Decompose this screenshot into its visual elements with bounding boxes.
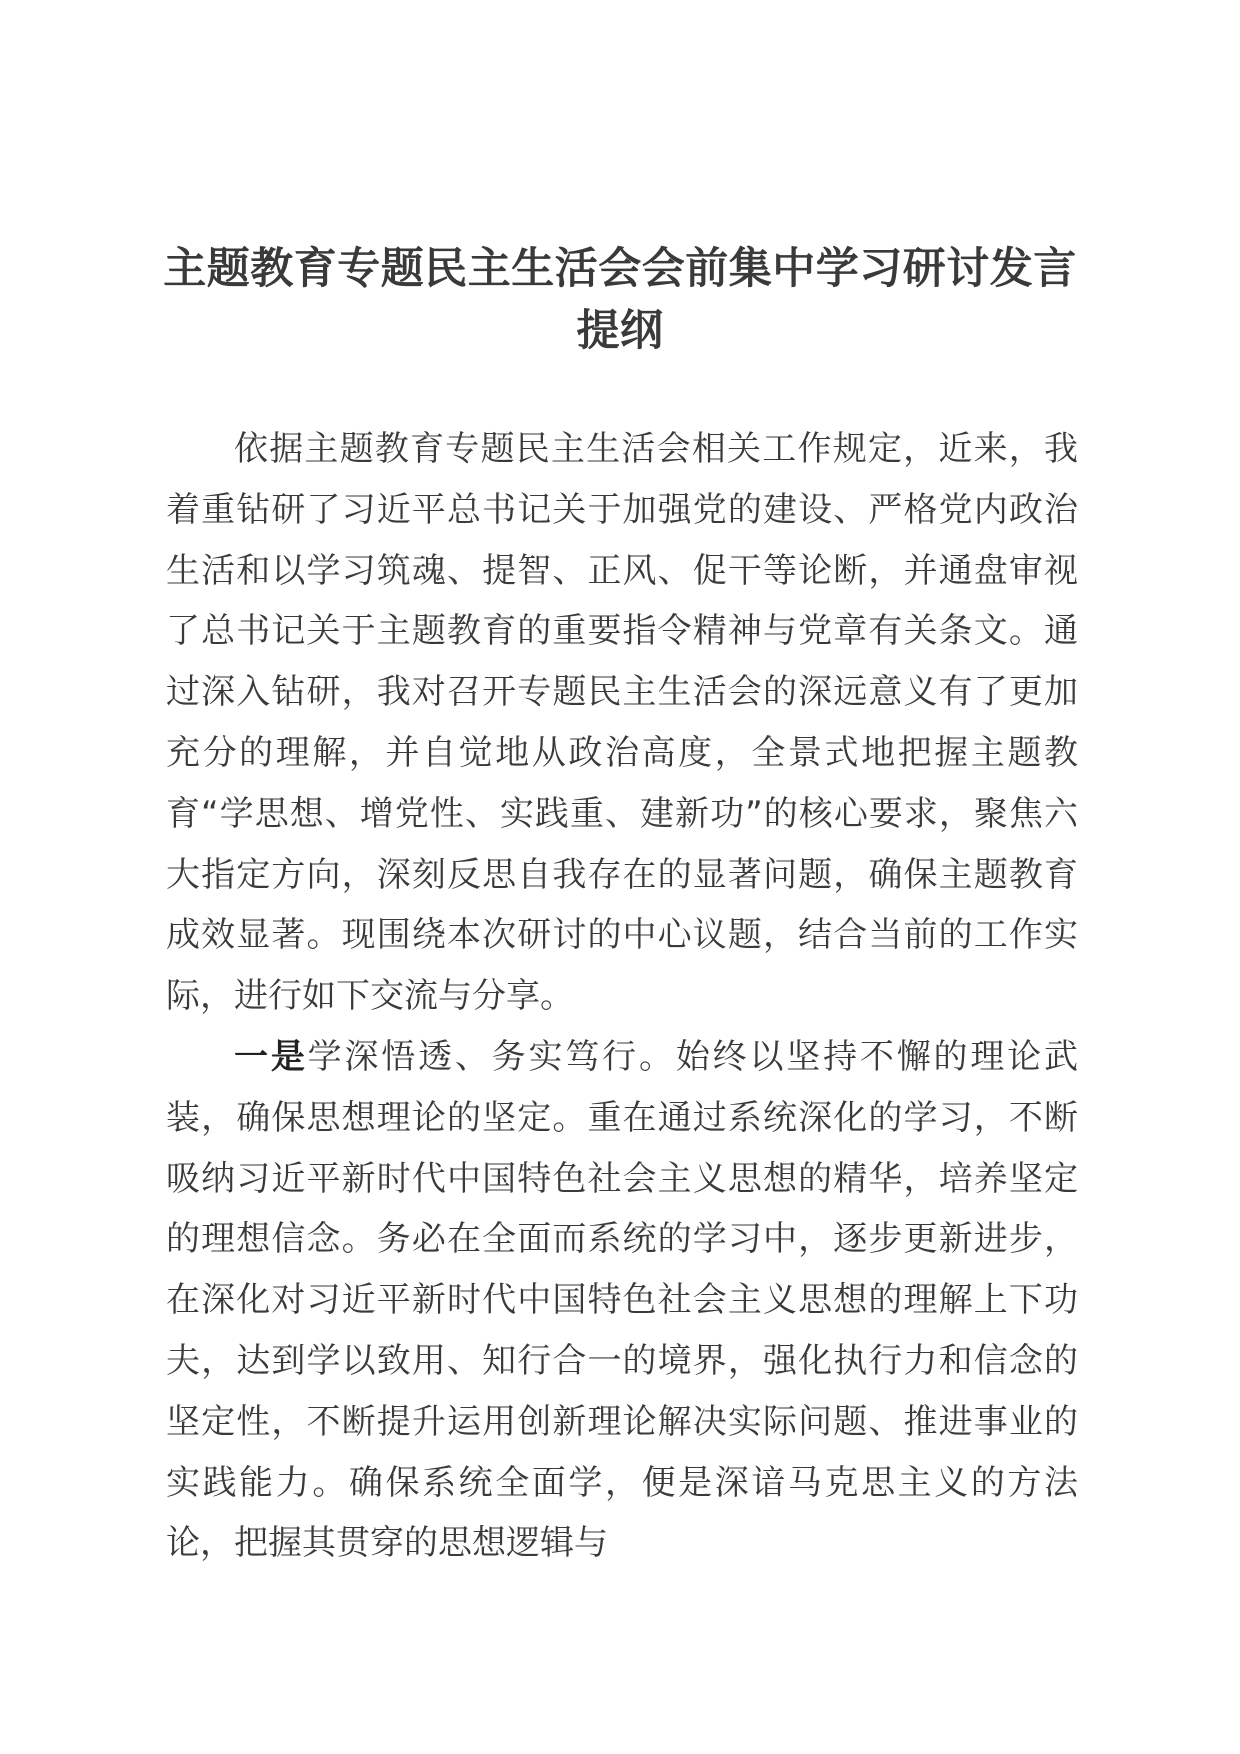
paragraph-lead: 一是 xyxy=(234,1036,308,1077)
paragraph-text: 依据主题教育专题民主生活会相关工作规定，近来，我着重钻研了习近平总书记关于加强党的建设、严格党内政治生活和以学习筑魂、提智、正风、促干等论断，并通盘审视了总书记关于主题教育的重要指令精神与党章有关条文。通过深入钻研，我对召开专题民主生活会的深远意义有了更加充分的理解，并自觉地从政治高度，全景式地把握主题教育“学思想、增党性、实践重、建新功”的核心要求，聚焦六大指定方向，深刻反思自我存在的显著问题，确保主题教育成效显著。现围绕本次研讨的中心议题，结合当前的工作实际，进行如下交流与分享。 xyxy=(166,429,1078,1017)
document-title: 主题教育专题民主生活会会前集中学习研讨发言提纲 xyxy=(163,244,1077,356)
paragraph-text: 学深悟透、务实笃行。始终以坚持不懈的理论武装，确保思想理论的坚定。重在通过系统深化的学习，不断吸纳习近平新时代中国特色社会主义思想的精华，培养坚定的理想信念。务必在全面而系统的学习中，逐步更新进步，在深化对习近平新时代中国特色社会主义思想的理解上下功夫，达到学以致用、知行合一的境界，强化执行力和信念的坚定性，不断提升运用创新理论解决实际问题、推进事业的实践能力。确保系统全面学，便是深谙马克思主义的方法论，把握其贯穿的思想逻辑与 xyxy=(166,1036,1079,1564)
paragraph-point-one xyxy=(166,1027,1078,1574)
document-body xyxy=(166,419,1078,1574)
paragraph-intro xyxy=(166,419,1078,1027)
